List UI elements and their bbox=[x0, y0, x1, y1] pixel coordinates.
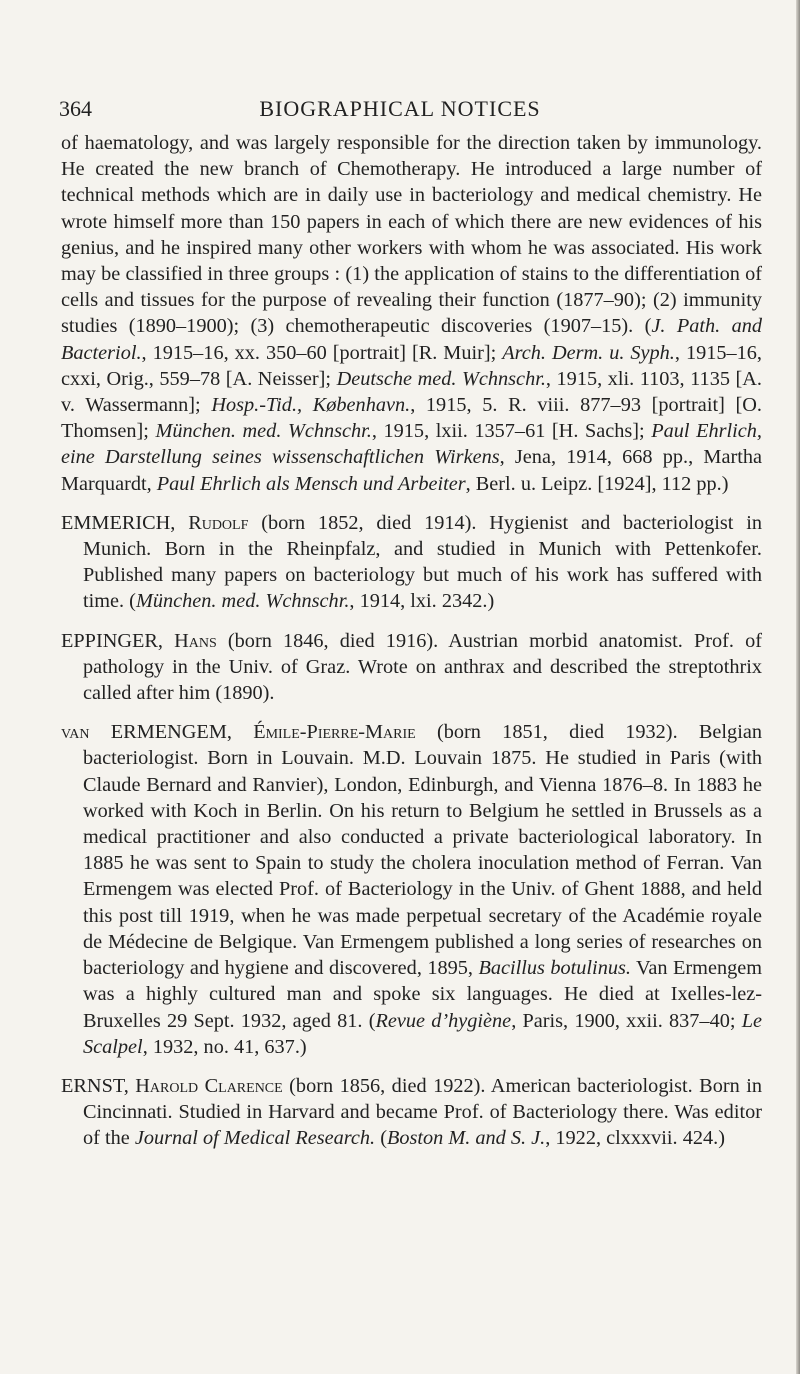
citation-title: Deutsche med. Wchnschr. bbox=[336, 367, 546, 390]
text: ( bbox=[375, 1127, 387, 1150]
text: , 1915–16, xx. 350–60 [portrait] [R. Muir]; bbox=[141, 341, 503, 364]
text: of haematology, and was largely responsible for the direction taken by immunology. He created the new branch of Chemotherapy. He introduced a large number of technical methods which are in daily use in bacteriology and medical chemistry. He wrote himself more than 150 papers in each of which there are new evidences of his genius, and he inspired many other workers with whom he was associated. His work may be classified in three groups : (1) the application of stains to the differentiation of cells and tissues for the purpose of revealing their function (1877–90); (2) immunity studies (1890–1900); (3) chemotherapeutic discoveries (1907–15). ( bbox=[61, 132, 762, 338]
citation-title: Le Scalpel bbox=[83, 1009, 762, 1058]
text: , Jena, 1914, 668 pp., Martha Marquardt, bbox=[61, 446, 762, 495]
citation-title: Paul Ehrlich als Mensch und Arbeiter bbox=[156, 472, 466, 495]
text: , Paris, 1900, xxii. 837–40; bbox=[511, 1009, 742, 1032]
citation-title: Boston M. and S. J. bbox=[386, 1127, 546, 1150]
text: (born 1856, died 1922). American bacteriologist. Born in Cincinnati. Studied in Harvard and became Prof. of Bacteriology there. Was editor of the bbox=[83, 1074, 762, 1150]
citation-title: Revue d’hygiène bbox=[375, 1009, 512, 1032]
text: , Berl. u. Leipz. [1924], 112 pp.) bbox=[465, 472, 729, 495]
citation-title: Bacillus botulinus. bbox=[478, 957, 631, 980]
citation-title: Journal of Medical Research. bbox=[134, 1127, 376, 1150]
entry-surname: ERNST, bbox=[61, 1074, 129, 1097]
text: , 1915, xli. 1103, 1135 [A. v. Wassermann]; bbox=[61, 367, 762, 417]
page-edge-shadow bbox=[796, 0, 800, 1374]
entry-eppinger bbox=[61, 628, 762, 707]
citation-title: München. med. Wchnschr. bbox=[155, 420, 372, 443]
text: , 1922, clxxxvii. 424.) bbox=[545, 1127, 725, 1150]
entry-van-ermengem bbox=[61, 719, 762, 1060]
citation-title: Arch. Derm. u. Syph. bbox=[502, 341, 675, 364]
text: (born 1852, died 1914). Hygienist and bacteriologist in Munich. Born in the Rheinpfalz, and studied in Munich with Pettenkofer. Published many papers on bacteriology but much of his work has suffered with time. ( bbox=[83, 511, 762, 613]
citation-title: München. med. Wchnschr. bbox=[135, 590, 350, 613]
page-number: 364 bbox=[59, 96, 92, 121]
text: , 1915, lxii. 1357–61 [H. Sachs]; bbox=[371, 420, 652, 443]
entry-given-names: Émile-Pierre-Marie bbox=[253, 721, 416, 744]
text: , 1915, 5. R. viii. 877–93 [portrait] [O. Thomsen]; bbox=[61, 394, 762, 443]
entry-surname: EMMERICH, bbox=[61, 511, 176, 534]
text: (born 1846, died 1916). Austrian morbid anatomist. Prof. of pathology in the Univ. of Graz. Wrote on anthrax and described the streptothrix called after him (1890). bbox=[83, 629, 762, 705]
entry-prefix: van bbox=[61, 721, 90, 744]
citation-title: J. Path. and Bacteriol. bbox=[61, 315, 763, 364]
text: , 1915–16, cxxi, Orig., 559–78 [A. Neisser]; bbox=[61, 341, 762, 390]
text: , 1914, lxi. 2342.) bbox=[349, 590, 495, 613]
citation-title: Paul Ehrlich, eine Darstellung seines wissenschaftlichen Wirkens bbox=[61, 420, 762, 469]
citation-title: Hosp.-Tid., København. bbox=[211, 394, 411, 417]
entry-ernst bbox=[61, 1073, 762, 1152]
entry-surname: EPPINGER, bbox=[61, 629, 163, 652]
page-body bbox=[61, 130, 762, 1165]
text: Van Ermengem was a highly cultured man and spoke six languages. He died at Ixelles-lez-Bruxelles 29 Sept. 1932, aged 81. ( bbox=[83, 957, 763, 1032]
entry-emmerich bbox=[61, 510, 762, 615]
text: (born 1851, died 1932). Belgian bacteriologist. Born in Louvain. M.D. Louvain 1875. He studied in Paris (with Claude Bernard and Ranvier), London, Edinburgh, and Vienna 1876–8. In 1883 he worked with Koch in Berlin. On his return to Belgium he settled in Brussels as a medical practitioner and also conducted a private bacteriological laboratory. In 1885 he was sent to Spain to study the cholera inoculation method of Ferran. Van Ermengem was elected Prof. of Bacteriology in the Univ. of Ghent 1888, and held this post till 1919, when he was made perpetual secretary of the Académie royale de Médecine de Belgique. Van Ermengem published a long series of researches on bacteriology and hygiene and discovered, 1895, bbox=[83, 721, 762, 980]
entry-given-names: Hans bbox=[174, 629, 217, 652]
running-head: BIOGRAPHICAL NOTICES bbox=[259, 96, 541, 121]
text: , 1932, no. 41, 637.) bbox=[142, 1035, 307, 1058]
entry-ehrlich-continued bbox=[61, 130, 762, 497]
entry-given-names: Rudolf bbox=[188, 511, 249, 534]
entry-given-names: Harold Clarence bbox=[135, 1074, 283, 1097]
entry-surname: ERMENGEM, bbox=[110, 721, 232, 744]
